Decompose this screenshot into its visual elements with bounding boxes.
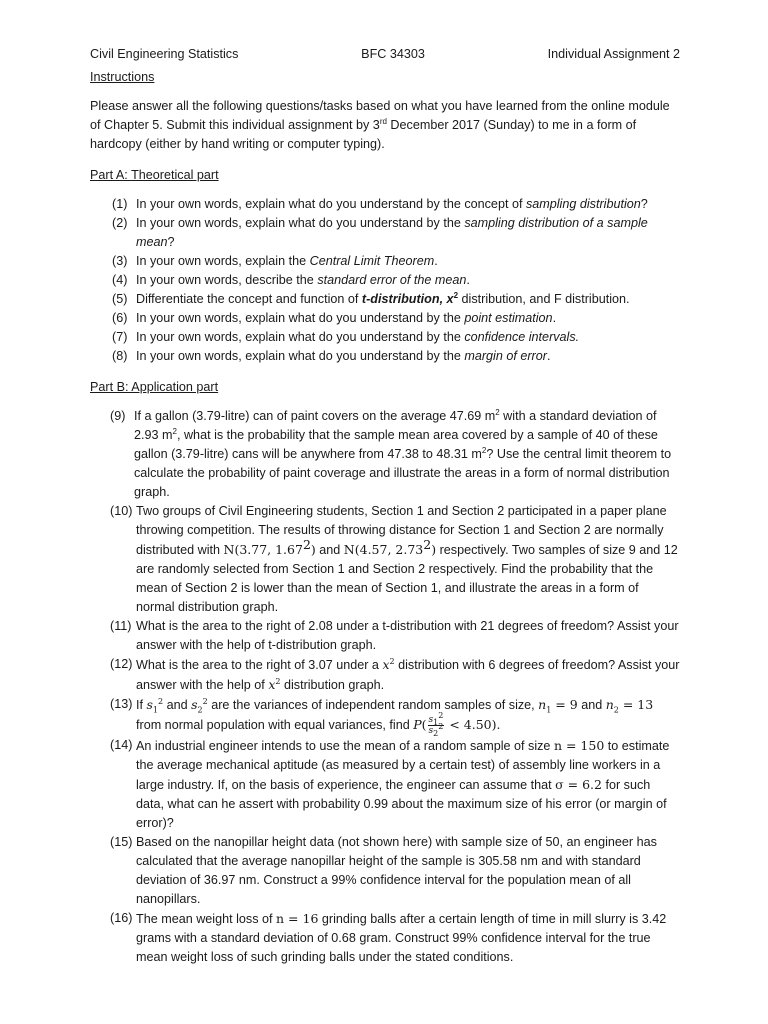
- question-16: (16) The mean weight loss of n = 16 grinding balls after a certain length of time in mill slurry is 3.42 grams with a standard deviation of 0.68 gram. Construct 99% confidence interval for the true mean weight loss of such grinding balls under the stated conditions.: [110, 911, 667, 965]
- question-8: (8) In your own words, explain what do you understand by the margin of error.: [112, 349, 551, 363]
- question-2: (2) In your own words, explain what do you understand by the sampling distribution of a sample mean?: [112, 216, 648, 249]
- question-11: (11) What is the area to the right of 2.08 under a t-distribution with 21 degrees of freedom? Assist your answer with the help of t-distribution graph.: [110, 619, 679, 652]
- course-code: BFC 34303: [361, 47, 425, 61]
- instructions-paragraph: Please answer all the following questions/tasks based on what you have learned from the online module of Chapter 5. Submit this individual assignment by 3rd December 2017 (Sunday) to me in a form of hardcopy (either by hand writing or computer typing).: [90, 99, 670, 151]
- question-14: (14) An industrial engineer intends to use the mean of a random sample of size n = 150 to estimate the average mechanical aptitude (as measured by a certain test) of assembly line workers in a large industry. If, on the basis of experience, the engineer can assume that σ = 6.2 for such data, what can he assert with probability 0.99 about the maximum size of his error (or margin of error)?: [110, 738, 670, 831]
- question-6: (6) In your own words, explain what do you understand by the point estimation.: [112, 311, 557, 325]
- part-b-heading: Part B: Application part: [90, 380, 219, 394]
- question-10: (10) Two groups of Civil Engineering students, Section 1 and Section 2 participated in a paper plane throwing competition. The results of throwing distance for Section 1 and Section 2 are normally distributed with N(3.77, 1.67$^2$) and N(4.57, 2.73$^2$) respectively. Two samples of size 9 and 12 are randomly selected from Section 1 and Section 2 respectively. Find the probability that the mean of Section 2 is lower than the mean of Section 1, and illustrate the areas in a form of normal distribution graph.: [110, 504, 678, 614]
- question-12: (12) What is the area to the right of 3.07 under a $x^2$ distribution with 6 degrees of freedom? Assist your answer with the help of $x^2$ distribution graph.: [110, 656, 680, 692]
- part-b-list: [90, 407, 680, 967]
- question-7: (7) In your own words, explain what do you understand by the confidence intervals.: [112, 330, 580, 344]
- question-3: (3) In your own words, explain the Central Limit Theorem.: [112, 254, 438, 268]
- part-a-heading: Part A: Theoretical part: [90, 168, 219, 182]
- part-a-list: [90, 195, 680, 366]
- course-title: Civil Engineering Statistics: [90, 47, 239, 61]
- question-9: (9) If a gallon (3.79-litre) can of paint covers on the average 47.69 $m^2$ with a standard deviation of 2.93 $m^2$, what is the probability that the sample mean area covered by a sample of 40 of these gallon (3.79-litre) cans will be anywhere from 47.38 to 48.31 $m^2$? Use the central limit theorem to calculate the probability of paint coverage and illustrate the areas in a form of normal distribution graph.: [110, 407, 672, 499]
- instructions-heading: Instructions: [90, 70, 155, 84]
- question-1: (1) In your own words, explain what do you understand by the concept of sampling distribution?: [112, 197, 648, 211]
- question-4: (4) In your own words, describe the standard error of the mean.: [112, 273, 470, 287]
- question-15: (15) Based on the nanopillar height data (not shown here) with sample size of 50, an engineer has calculated that the average nanopillar height of the sample is 305.58 nm and with standard deviation of 36.97 nm. Construct a 99% confidence interval for the population mean of all nanopillars.: [110, 835, 657, 907]
- assignment-title: Individual Assignment 2: [547, 47, 680, 61]
- question-13: (13) If $s_1^2$ and $s_2^2$ are the variances of independent random samples of size, $n_1 = 9$ and $n_2 = 13$ from normal population with equal variances, find P( $\frac{s_1^2}{s_2^2}$ < 4.50).: [110, 696, 654, 738]
- question-5: (5) Differentiate the concept and function of t-distribution, $x^2$ distribution, and F distribution.: [112, 290, 630, 306]
- page-header: [90, 45, 680, 64]
